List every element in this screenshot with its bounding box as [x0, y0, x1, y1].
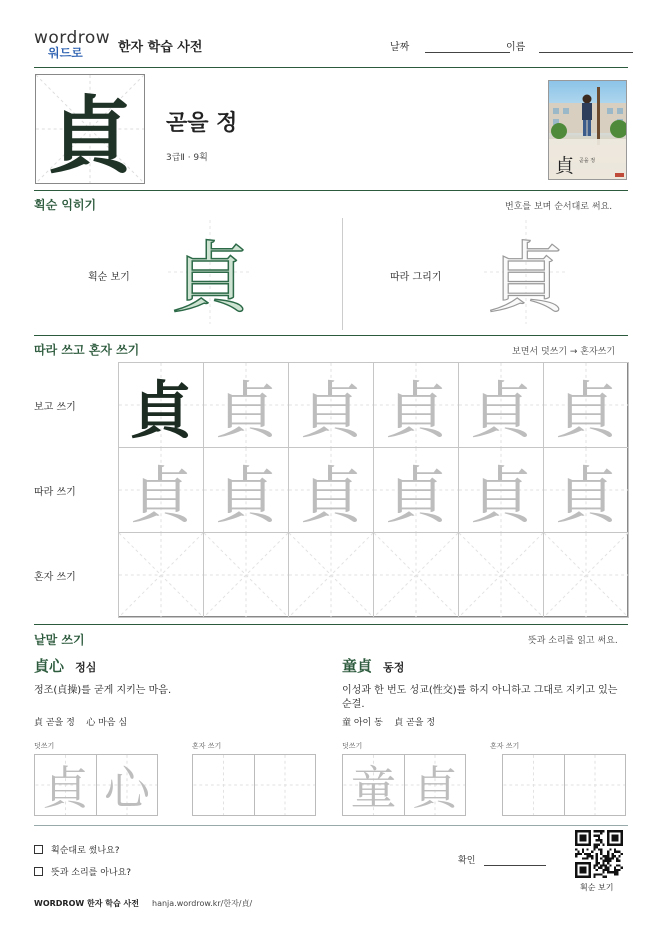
word-entry: [34, 655, 324, 676]
practice-cell[interactable]: [203, 532, 289, 618]
stroke-view-char: 貞: [170, 234, 249, 324]
practice-cell[interactable]: [373, 362, 459, 448]
word-parts: 童 아이 동 貞 곧을 정: [342, 718, 436, 728]
checklist-text: 뜻과 소리를 아나요?: [51, 868, 132, 878]
words-section-hint: 뜻과 소리를 읽고 써요.: [528, 636, 618, 646]
illustration-tag: [615, 173, 624, 177]
illustration-char: 貞: [555, 155, 575, 177]
practice-cell[interactable]: [288, 447, 374, 533]
word-trace-cell[interactable]: [34, 754, 97, 816]
practice-char: 貞: [129, 373, 192, 447]
checklist-item[interactable]: [34, 865, 131, 878]
word-solo-cell[interactable]: [192, 754, 255, 816]
hero-char: 貞: [47, 85, 132, 185]
practice-char: 貞: [384, 373, 447, 447]
confirm-blank[interactable]: [484, 855, 546, 866]
solo-label: 혼자 쓰기: [192, 742, 222, 750]
word-trace-char: 心: [104, 761, 150, 815]
stroke-view-label: 획순 보기: [88, 272, 130, 283]
trace-label: 덧쓰기: [34, 742, 55, 750]
date-field[interactable]: [390, 38, 510, 53]
header-title: 한자 학습 사전: [118, 40, 203, 55]
practice-char: 貞: [469, 458, 532, 532]
practice-cell[interactable]: [458, 447, 544, 533]
word-trace-cell[interactable]: [96, 754, 158, 816]
practice-row-label: 따라 쓰기: [34, 487, 76, 498]
qr-code-icon[interactable]: [575, 830, 623, 878]
name-label: 이름: [506, 42, 526, 53]
meaning-sound: 곧을 정: [166, 111, 238, 136]
checklist-text: 획순대로 썼나요?: [51, 846, 120, 856]
word-hanja: 貞心: [34, 657, 65, 675]
practice-char: 貞: [554, 373, 617, 447]
practice-cell[interactable]: [373, 447, 459, 533]
practice-grid: [118, 362, 628, 617]
hero-rule: [34, 190, 628, 191]
name-blank[interactable]: [539, 41, 633, 53]
word-solo-cell[interactable]: [254, 754, 316, 816]
practice-cell[interactable]: [203, 447, 289, 533]
practice-section-title: 따라 쓰고 혼자 쓰기: [34, 343, 140, 357]
practice-cell[interactable]: [288, 362, 374, 448]
trace-label: 덧쓰기: [342, 742, 363, 750]
practice-cell[interactable]: [458, 362, 544, 448]
stroke-section-hint: 번호를 보며 순서대로 써요.: [505, 202, 613, 212]
name-field[interactable]: [506, 38, 633, 53]
practice-char: 貞: [299, 373, 362, 447]
word-hanja: 童貞: [342, 657, 373, 675]
practice-row-label: 혼자 쓰기: [34, 572, 76, 583]
logo-wordmark: wordrow: [34, 28, 111, 48]
practice-char: 貞: [469, 373, 532, 447]
word-solo-cell[interactable]: [502, 754, 565, 816]
word-trace-cell[interactable]: [404, 754, 466, 816]
confirm-label: 확인: [458, 856, 476, 866]
practice-cell[interactable]: [118, 447, 204, 533]
practice-cell[interactable]: [543, 447, 629, 533]
practice-char: 貞: [554, 458, 617, 532]
illustration-caption: 곧을 정: [579, 158, 596, 164]
stroke-rule: [34, 335, 628, 336]
stroke-trace-label: 따라 그리기: [390, 272, 442, 283]
date-blank[interactable]: [425, 41, 510, 53]
confirm-field[interactable]: [458, 853, 546, 866]
illustration-card: [548, 80, 627, 180]
practice-cell[interactable]: [543, 362, 629, 448]
word-reading: 정심: [75, 661, 97, 674]
stroke-trace-char: 貞: [486, 234, 565, 324]
logo-korean: 워드로: [48, 46, 83, 60]
checkbox[interactable]: [34, 867, 43, 876]
practice-cell[interactable]: [288, 532, 374, 618]
practice-cell[interactable]: [373, 532, 459, 618]
practice-char: 貞: [299, 458, 362, 532]
word-parts: 貞 곧을 정 心 마음 심: [34, 718, 128, 728]
word-definition: 정조(貞操)를 굳게 지키는 마음.: [34, 685, 172, 696]
word-trace-char: 貞: [42, 761, 89, 815]
footer-url[interactable]: hanja.wordrow.kr/한자/貞/: [152, 899, 253, 908]
hero-char-box: [35, 74, 145, 184]
logo: [34, 28, 111, 60]
practice-cell[interactable]: [458, 532, 544, 618]
char-meta: 3급Ⅱ · 9획: [166, 153, 208, 163]
word-definition: 이성과 한 번도 성교(性交)를 하지 아니하고 그대로 지키고 있는 순결.: [342, 685, 618, 710]
stroke-divider: [342, 218, 343, 330]
practice-char: 貞: [384, 458, 447, 532]
stroke-section-title: 획순 익히기: [34, 198, 97, 212]
practice-section-hint: 보면서 덧쓰기 → 혼자쓰기: [512, 347, 616, 357]
checkbox[interactable]: [34, 845, 43, 854]
stroke-trace-box[interactable]: [484, 220, 568, 324]
word-solo-cell[interactable]: [564, 754, 626, 816]
words-rule: [34, 825, 628, 826]
practice-char: 貞: [214, 373, 277, 447]
practice-cell[interactable]: [118, 532, 204, 618]
date-label: 날짜: [390, 42, 410, 53]
practice-cell[interactable]: [543, 532, 629, 618]
practice-char: 貞: [214, 458, 277, 532]
checklist-item[interactable]: [34, 843, 120, 856]
practice-rule: [34, 624, 628, 625]
word-trace-cell[interactable]: [342, 754, 405, 816]
solo-label: 혼자 쓰기: [490, 742, 520, 750]
word-trace-char: 童: [350, 761, 397, 815]
practice-row-label: 보고 쓰기: [34, 402, 76, 413]
footer-brand: WORDROW 한자 학습 사전: [34, 899, 139, 908]
stroke-view-box: [168, 220, 252, 324]
words-section-title: 낱말 쓰기: [34, 633, 85, 647]
word-entry: [342, 655, 628, 676]
word-reading: 동정: [383, 661, 405, 674]
practice-char: 貞: [129, 458, 192, 532]
practice-cell[interactable]: [203, 362, 289, 448]
word-trace-char: 貞: [412, 761, 458, 815]
qr-caption: 획순 보기: [580, 883, 614, 892]
practice-cell[interactable]: [118, 362, 204, 448]
